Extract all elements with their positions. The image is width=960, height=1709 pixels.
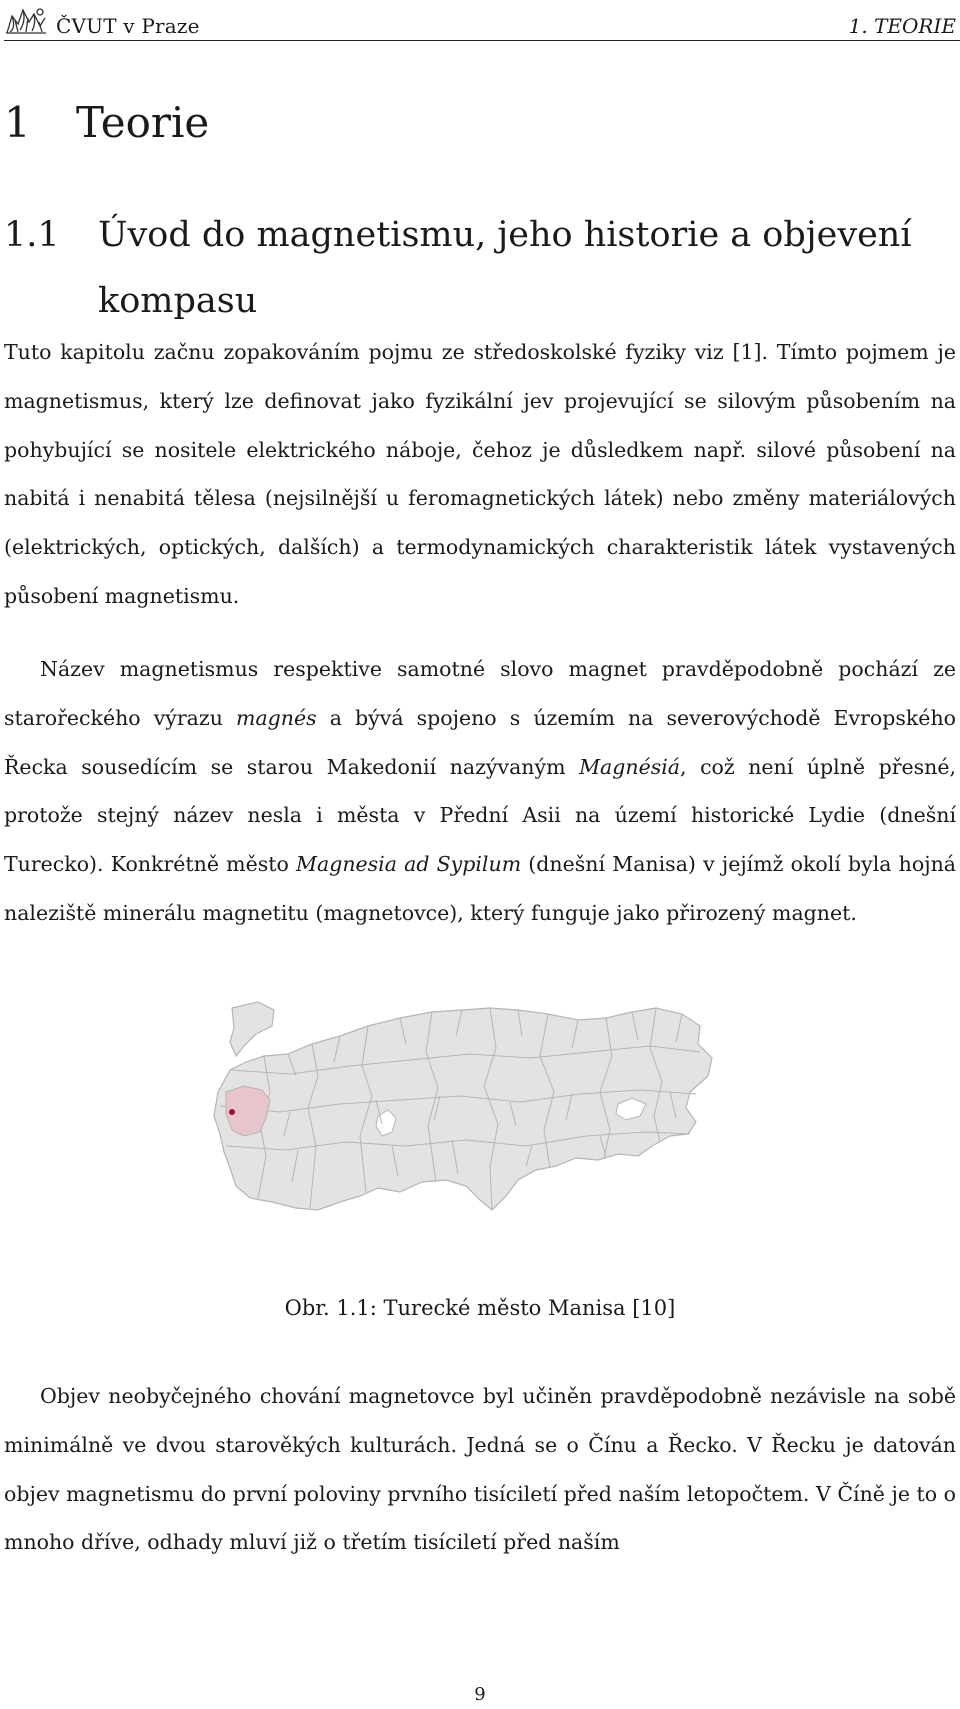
paragraph-2-text-2: a bývá spojeno s územím na severovýchodě Evropského Řecka sousedícím se starou Makedonií nazývaným — [4, 705, 956, 779]
paragraph-2-text-3: , což není úplně přesné, protože stejný název nesla i města v Přední Asii na území historické Lydie (dnešní Turecko). Konkrétně město — [4, 754, 956, 877]
paragraph-1: Tuto kapitolu začnu zopakováním pojmu ze středoskolské fyziky viz [1]. Tímto pojmem je magnetismus, který lze definovat jako fyzikální jev projevující se silovým působením na pohybující se nositele elektrického náboje, čehoz je důsledkem např. silové působení na nabitá i nenabitá tělesa (nejsilnější u feromagnetických látek) nebo změny materiálových (elektrických, optických, dalších) a termodynamických charakteristik látek vystavených působení magnetismu. — [4, 340, 956, 608]
turkey-map-figure — [200, 996, 760, 1256]
section-title: Úvod do magnetismu, jeho historie a objevení kompasu — [98, 215, 912, 321]
paragraph-3: Objev neobyčejného chování magnetovce byl učiněn pravděpodobně nezávisle na sobě minimálně ve dvou starověkých kulturách. Jedná se o Čínu a Řecko. V Řecku je datován objev magnetismu do první poloviny prvního tisíciletí před naším letopočtem. V Číně je to o mnoho dříve, odhady mluví již o třetím tisíciletí před naším — [4, 1384, 956, 1555]
term-magnesia: Magnésiá — [579, 754, 681, 779]
turkey-map — [214, 1002, 712, 1210]
term-magnes: magnés — [236, 705, 317, 730]
section-number: 1.1 — [4, 215, 60, 255]
chapter-title: Teorie — [76, 98, 210, 147]
paragraph-2-text-4: (dnešní Manisa) v jejímž okolí byla hojná naleziště minerálu magnetitu (magnetovce), který funguje jako přirozený magnet. — [4, 852, 956, 925]
figure-caption: Obr. 1.1: Turecké město Manisa [10] — [284, 1296, 676, 1320]
chapter-number: 1 — [4, 98, 31, 147]
manisa-location-marker — [229, 1109, 235, 1115]
section-heading — [4, 202, 954, 334]
header-chapter: 1. TEORIE — [848, 14, 956, 38]
map-region-thrace — [230, 1002, 274, 1056]
paragraph-2 — [4, 645, 956, 938]
university-logo-icon — [4, 6, 48, 36]
paragraph-2-text-1: Název magnetismus respektive samotné slovo magnet pravděpodobně pochází ze starořeckého výrazu — [4, 657, 956, 730]
page-number: 9 — [474, 1684, 486, 1705]
header-institution: ČVUT v Praze — [56, 14, 200, 38]
chapter-heading — [4, 98, 209, 147]
running-header — [4, 6, 960, 41]
term-magnesia-ad-sypilum: Magnesia ad Sypilum — [295, 852, 522, 877]
